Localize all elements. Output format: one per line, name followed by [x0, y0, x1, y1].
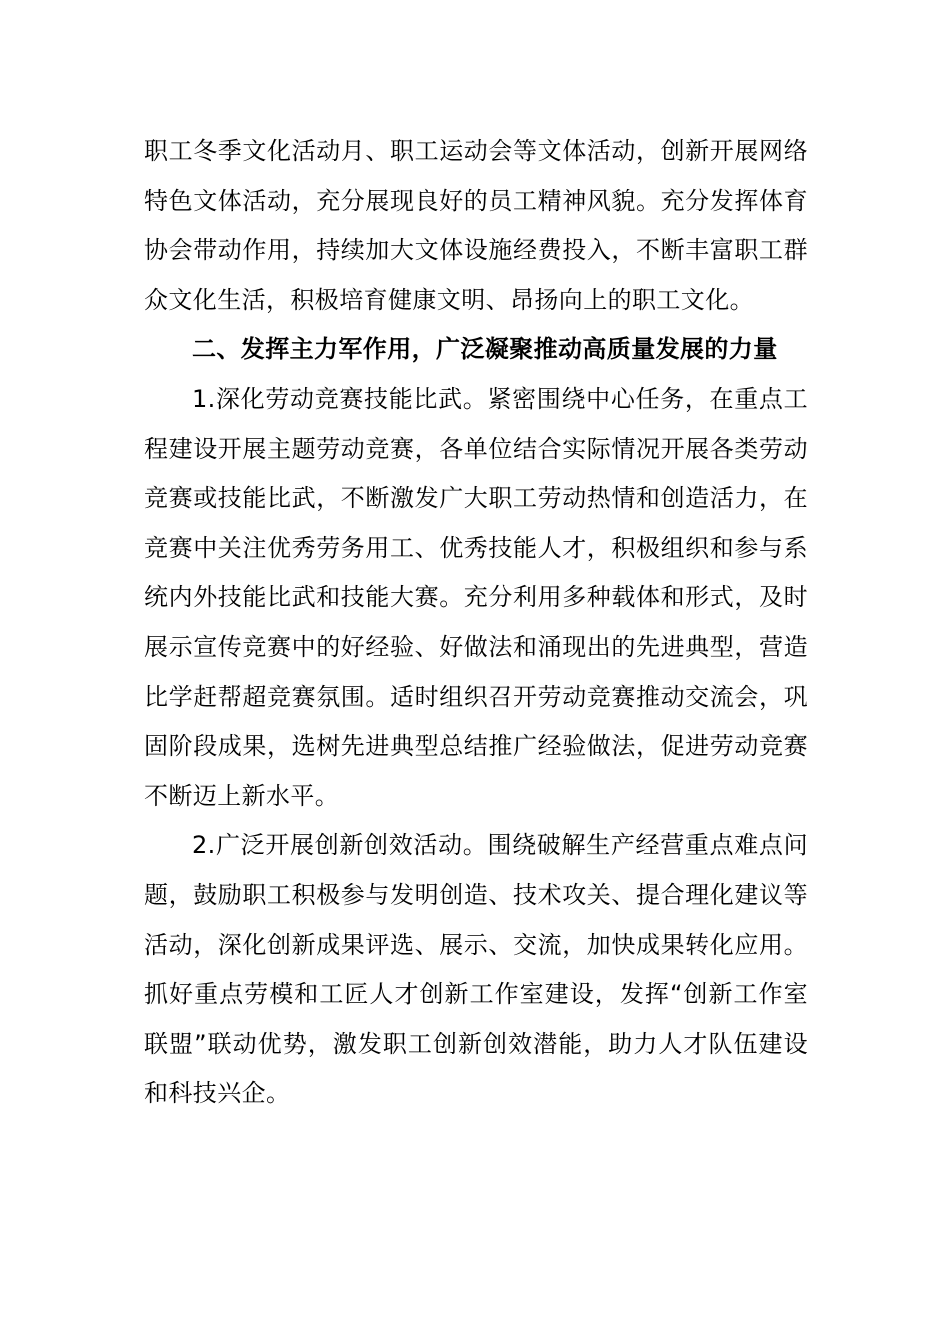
- document-body: [144, 127, 808, 1119]
- paragraph-innovation-activities: 2.广泛开展创新创效活动。围绕破解生产经营重点难点问题，鼓励职工积极参与发明创造、技术攻关、提合理化建议等活动，深化创新成果评选、展示、交流，加快成果转化应用。抓好重点劳模和工匠人才创新工作室建设，发挥“创新工作室联盟”联动优势，激发职工创新创效潜能，助力人才队伍建设和科技兴企。: [144, 831, 808, 1108]
- paragraph-labor-competition: 1.深化劳动竞赛技能比武。紧密围绕中心任务，在重点工程建设开展主题劳动竞赛，各单位结合实际情况开展各类劳动竞赛或技能比武，不断激发广大职工劳动热情和创造活力，在竞赛中关注优秀劳务用工、优秀技能人才，积极组织和参与系统内外技能比武和技能大赛。充分利用多种载体和形式，及时展示宣传竞赛中的好经验、好做法和涌现出的先进典型，营造比学赶帮超竞赛氛围。适时组织召开劳动竞赛推动交流会，巩固阶段成果，选树先进典型总结推广经验做法，促进劳动竞赛不断迈上新水平。: [144, 384, 808, 810]
- paragraph-culture-activities: 职工冬季文化活动月、职工运动会等文体活动，创新开展网络特色文体活动，充分展现良好的员工精神风貌。充分发挥体育协会带动作用，持续加大文体设施经费投入，不断丰富职工群众文化生活，积极培育健康文明、昂扬向上的职工文化。: [144, 137, 808, 314]
- section-heading-2: 二、发挥主力军作用，广泛凝聚推动高质量发展的力量: [192, 335, 778, 364]
